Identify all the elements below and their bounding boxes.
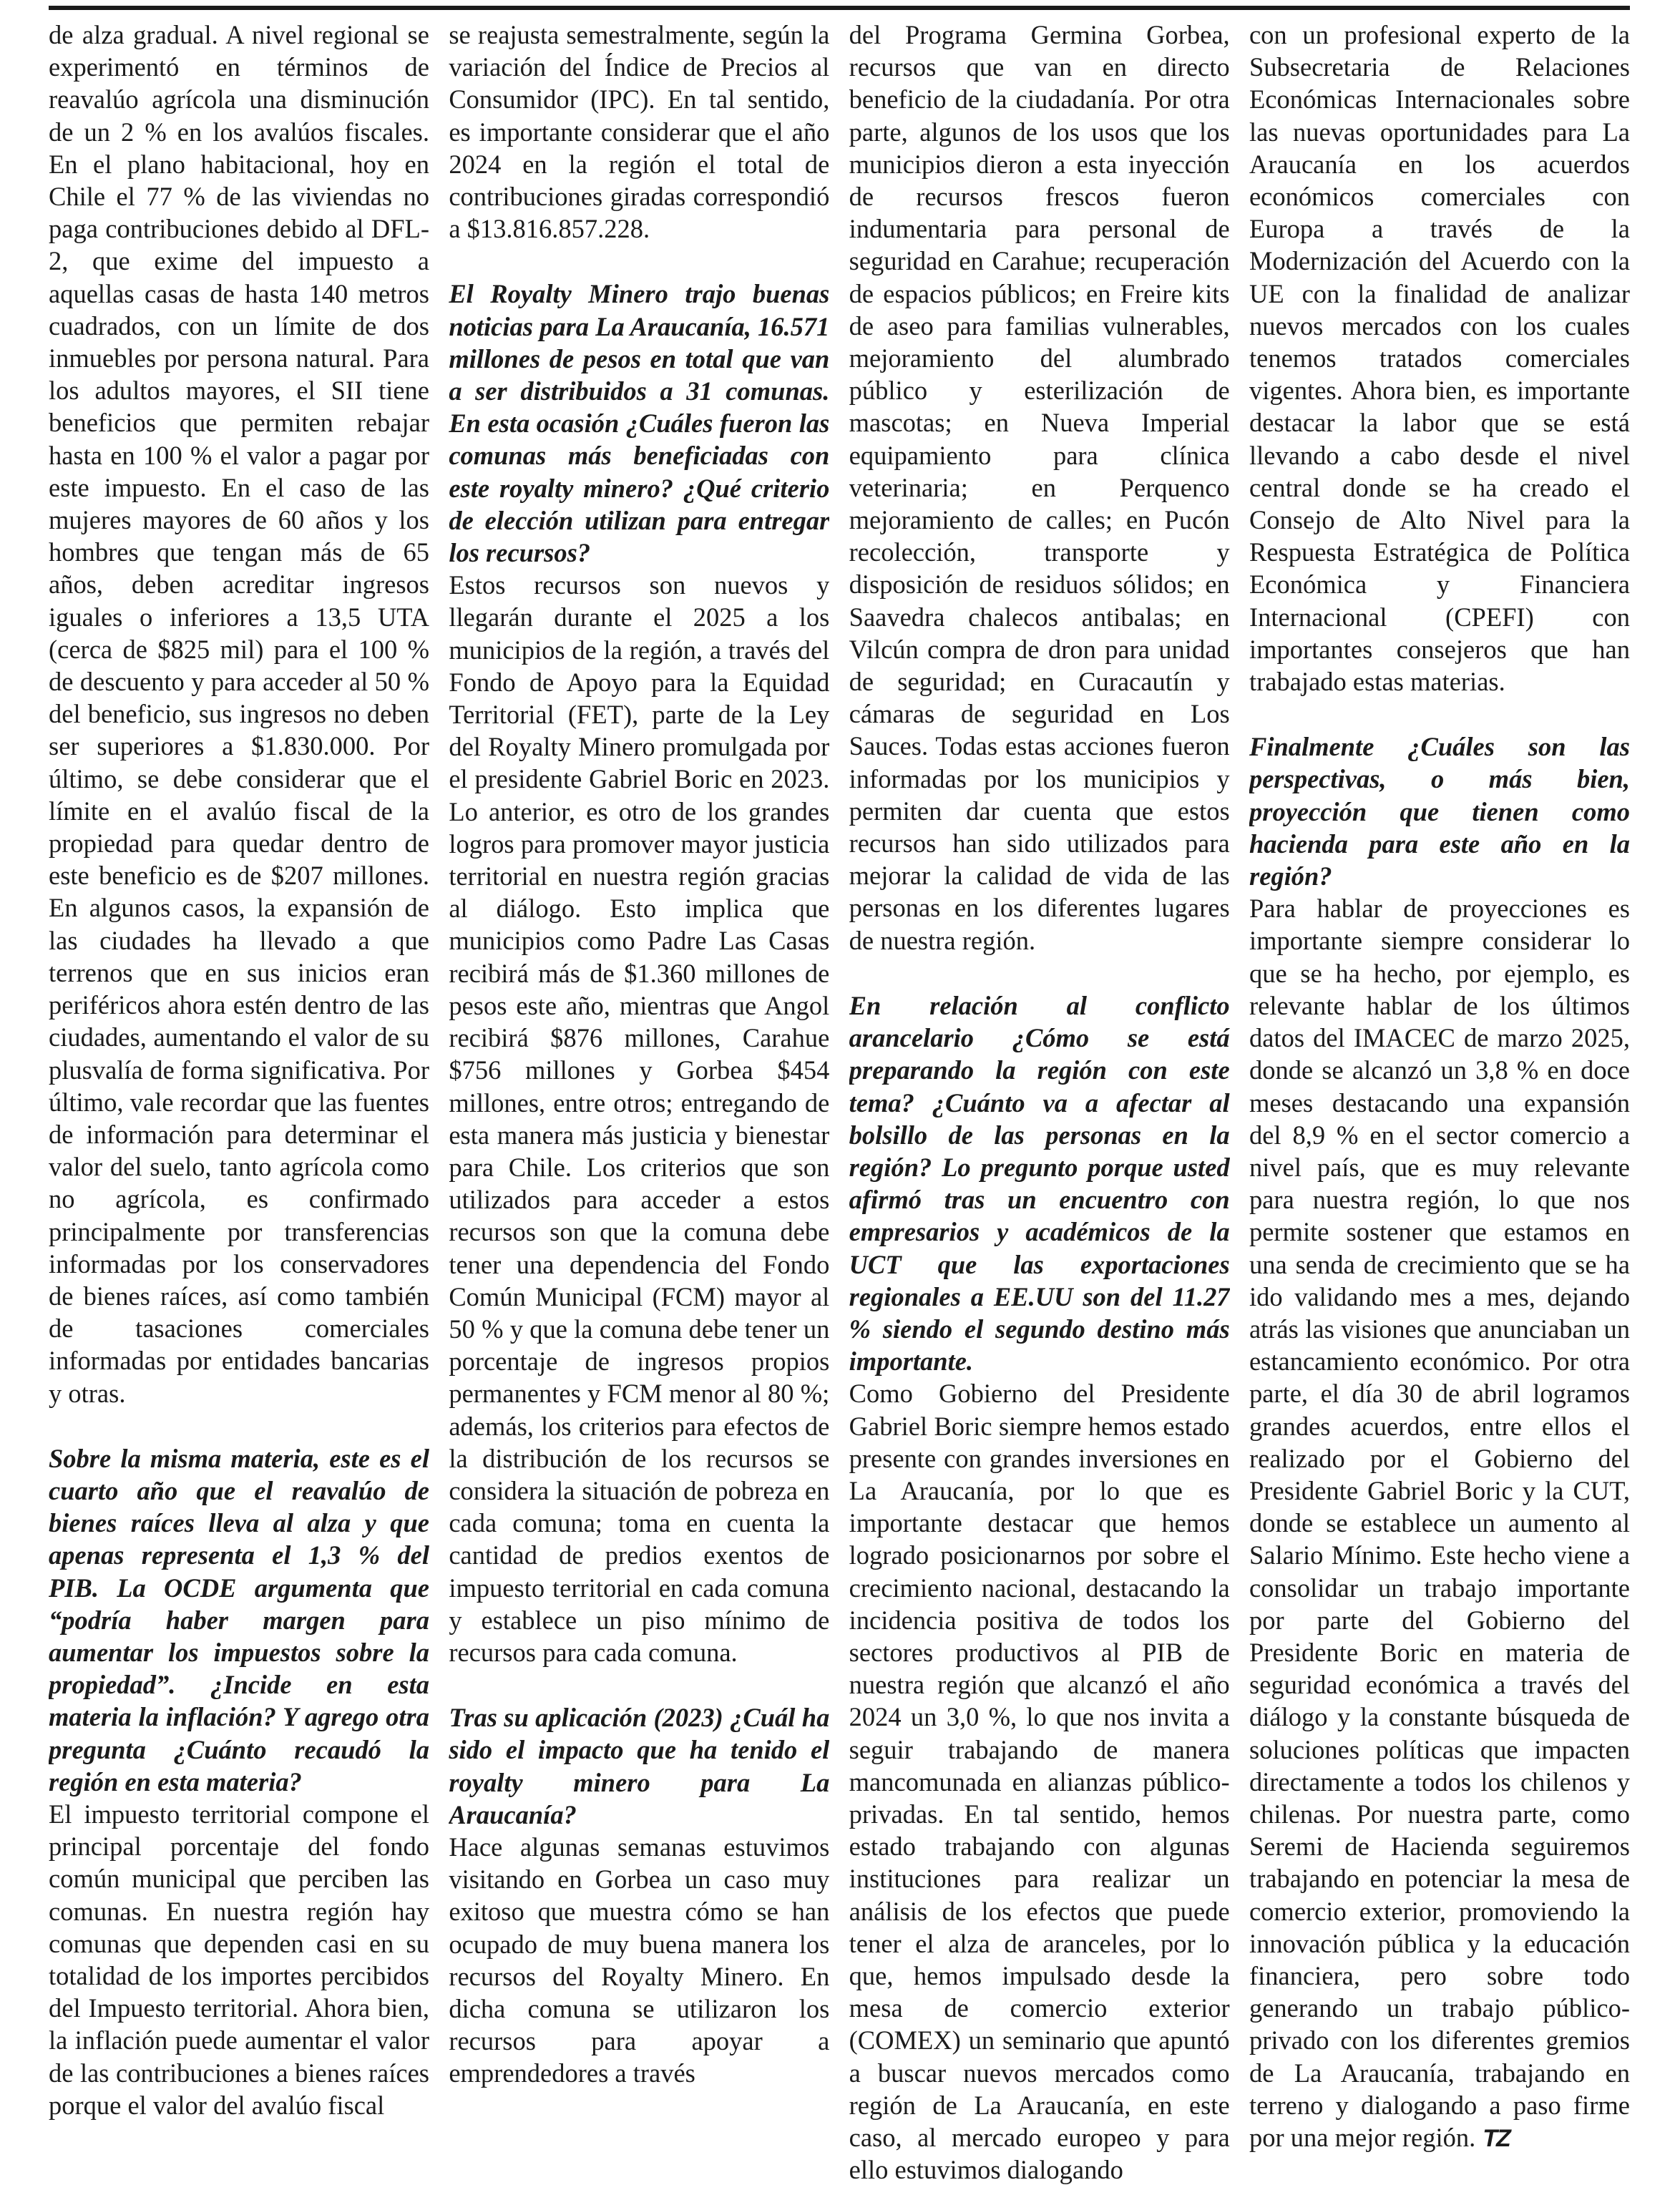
column-3 [849, 19, 1230, 2186]
article-columns [49, 19, 1630, 2186]
answer-paragraph: Estos recursos son nuevos y llegarán durante el 2025 a los municipios de la región, a través del Fondo de Apoyo para la Equidad Territorial (FET), parte de la Ley del Royalty Minero promulgada por el presidente Gabriel Boric en 2023. Lo anterior, es otro de los grandes logros para promover mayor justicia territorial en nuestra región gracias al diálogo. Esto implica que municipios como Padre Las Casas recibirá más de $1.360 millones de pesos este año, mientras que Angol recibirá $876 millones, Carahue $756 millones y Gorbea $454 millones, entre otros; entregando de esta manera más justicia y bienestar para Chile. Los criterios que son utilizados para acceder a estos recursos son que la comuna debe tener una dependencia del Fondo Común Municipal (FCM) mayor al 50 % y que la comuna debe tener un porcentaje de ingresos propios permanentes y FCM menor al 80 %; además, los criterios para efectos de la distribución de los recursos se considera la situación de pobreza en cada comuna; toma en cuenta la cantidad de predios exentos de impuesto territorial en cada comuna y establece un piso mínimo de recursos para cada comuna. [449, 570, 830, 1667]
column-2 [449, 19, 829, 2186]
column-1 [49, 19, 429, 2186]
answer-paragraph: del Programa Germina Gorbea, recursos que van en directo beneficio de la ciudadanía. Por otra parte, algunos de los usos que los municipios dieron a esta inyección de recursos frescos fueron indumentaria para personal de seguridad en Carahue; recuperación de espacios públicos; en Freire kits de aseo para familias vulnerables, mejoramiento del alumbrado público y esterilización de mascotas; en Nueva Imperial equipamiento para clínica veterinaria; en Perquenco mejoramiento de calles; en Pucón recolección, transporte y disposición de residuos sólidos; en Saavedra chalecos antibalas; en Vilcún compra de dron para unidad de seguridad; en Curacautín y cámaras de seguridad en Los Sauces. Todas estas acciones fueron informadas por los municipios y permiten dar cuenta que estos recursos han sido utilizados para mejorar la calidad de vida de las personas en los diferentes lugares de nuestra región. [849, 20, 1230, 955]
question-paragraph: Finalmente ¿Cuáles son las perspectivas, o más bien, proyección que tienen como hacienda para este año en la región? [1249, 732, 1630, 891]
question-paragraph: En relación al conflicto arancelario ¿Cómo se está preparando la región con este tema? ¿Cuánto va a afectar al bolsillo de las personas en la región? Lo pregunto porque usted afirmó tras un encuentro con empresarios y académicos de la UCT que las exportaciones regionales a EE.UU son del 11.27 % siendo el segundo destino más importante. [849, 990, 1230, 1377]
question-paragraph: El Royalty Minero trajo buenas noticias para La Araucanía, 16.571 millones de pesos en total que van a ser distribuidos a 31 comunas. En esta ocasión ¿Cuáles fueron las comunas más beneficiadas con este royalty minero? ¿Qué criterio de elección utilizan para entregar los recursos? [449, 279, 830, 568]
answer-paragraph: Como Gobierno del Presidente Gabriel Boric siempre hemos estado presente con grandes inversiones en La Araucanía, por lo que es importante destacar que hemos logrado posicionarnos por sobre el crecimiento nacional, destacando la incidencia positiva de todos los sectores productivos al PIB de nuestra región que alcanzó el año 2024 un 3,0 %, lo que nos invita a seguir trabajando de manera mancomunada en alianzas público-privadas. En tal sentido, hemos estado trabajando con algunas instituciones para realizar un análisis de los efectos que puede tener el alza de aranceles, por lo que, hemos impulsado desde la mesa de comercio exterior (COMEX) un seminario que apuntó a buscar nuevos mercados como región de La Araucanía, en este caso, al mercado europeo y para ello estuvimos dialogando [849, 1379, 1230, 2185]
end-mark-logo: TZ [1483, 2125, 1510, 2152]
top-rule [49, 6, 1630, 10]
answer-paragraph: con un profesional experto de la Subsecretaria de Relaciones Económicas Internacionales sobre las nuevas oportunidades para La Araucanía en los acuerdos económicos comerciales con Europa a través de la Modernización del Acuerdo con la UE con la finalidad de analizar nuevos mercados con los cuales tenemos tratados comerciales vigentes. Ahora bien, es importante destacar la labor que se está llevando a cabo desde el nivel central donde se ha creado el Consejo de Alto Nivel para la Respuesta Estratégica de Política Económica y Financiera Internacional (CPEFI) con importantes consejeros que han trabajado estas materias. [1249, 20, 1630, 697]
question-paragraph: Tras su aplicación (2023) ¿Cuál ha sido el impacto que ha tenido el royalty minero para La Araucanía? [449, 1703, 830, 1829]
answer-paragraph: de alza gradual. A nivel regional se experimentó en términos de reavalúo agrícola una disminución de un 2 % en los avalúos fiscales. En el plano habitacional, hoy en Chile el 77 % de las viviendas no paga contribuciones debido al DFL-2, que exime del impuesto a aquellas casas de hasta 140 metros cuadrados, con un límite de dos inmuebles por persona natural. Para los adultos mayores, el SII tiene beneficios que permiten rebajar hasta en 100 % el valor a pagar por este impuesto. En el caso de las mujeres mayores de 60 años y los hombres que tengan más de 65 años, deben acreditar ingresos iguales o inferiores a 13,5 UTA (cerca de $825 mil) para el 100 % de descuento y para acceder al 50 % del beneficio, sus ingresos no deben ser superiores a $1.830.000. Por último, se debe considerar que el límite en el avalúo fiscal de la propiedad para quedar dentro de este beneficio es de $207 millones. En algunos casos, la expansión de las ciudades ha llevado a que terrenos que en sus inicios eran periféricos ahora estén dentro de las ciudades, aumentando el valor de su plusvalía de forma significativa. Por último, vale recordar que las fuentes de información para determinar el valor del suelo, tanto agrícola como no agrícola, es confirmado principalmente por transferencias informadas por los conservadores de bienes raíces, así como también de tasaciones comerciales informadas por entidades bancarias y otras. [49, 20, 429, 1408]
answer-paragraph: El impuesto territorial compone el principal porcentaje del fondo común municipal que perciben las comunas. En nuestra región hay comunas que dependen casi en su totalidad de los importes percibidos del Impuesto territorial. Ahora bien, la inflación puede aumentar el valor de las contribuciones a bienes raíces porque el valor del avalúo fiscal [49, 1799, 429, 2120]
answer-text: Para hablar de proyecciones es importante siempre considerar lo que se ha hecho, por ejemplo, es relevante hablar de los últimos datos del IMACEC de marzo 2025, donde se alcanzó un 3,8 % en doce meses destacando una expansión del 8,9 % en el sector comercio a nivel país, que es muy relevante para nuestra región, lo que nos permite sostener que estamos en una senda de crecimiento que se ha ido validando mes a mes, dejando atrás las visiones que anunciaban un estancamiento económico. Por otra parte, el día 30 de abril logramos grandes acuerdos, entre ellos el realizado por el Gobierno del Presidente Gabriel Boric y la CUT, donde se establece un aumento al Salario Mínimo. Este hecho viene a consolidar un trabajo importante por parte del Gobierno del Presidente Boric en materia de seguridad económica a través del diálogo y la constante búsqueda de soluciones políticas que impacten directamente a todos los chilenos y chilenas. Por nuestra parte, como Seremi de Hacienda seguiremos trabajando en potenciar la mesa de comercio exterior, promoviendo la innovación pública y la educación financiera, pero sobre todo generando un trabajo público-privado con los diferentes gremios de La Araucanía, trabajando en terreno y dialogando a paso firme por una mejor región. [1249, 894, 1630, 2152]
answer-paragraph [1249, 892, 1630, 2155]
answer-paragraph: se reajusta semestralmente, según la variación del Índice de Precios al Consumidor (IPC). En tal sentido, es importante considerar que el año 2024 en la región el total de contribuciones giradas correspondió a $13.816.857.228. [449, 20, 830, 244]
column-4 [1249, 19, 1630, 2186]
question-paragraph: Sobre la misma materia, este es el cuarto año que el reavalúo de bienes raíces lleva al alza y que apenas representa el 1,3 % del PIB. La OCDE argumenta que “podría haber margen para aumentar los impuestos sobre la propiedad”. ¿Incide en esta materia la inflación? Y agrego otra pregunta ¿Cuánto recaudó la región en esta materia? [49, 1443, 429, 1796]
answer-paragraph: Hace algunas semanas estuvimos visitando en Gorbea un caso muy exitoso que muestra cómo se han ocupado de muy buena manera los recursos del Royalty Minero. En dicha comuna se utilizaron los recursos para apoyar a emprendedores a través [449, 1832, 830, 2088]
